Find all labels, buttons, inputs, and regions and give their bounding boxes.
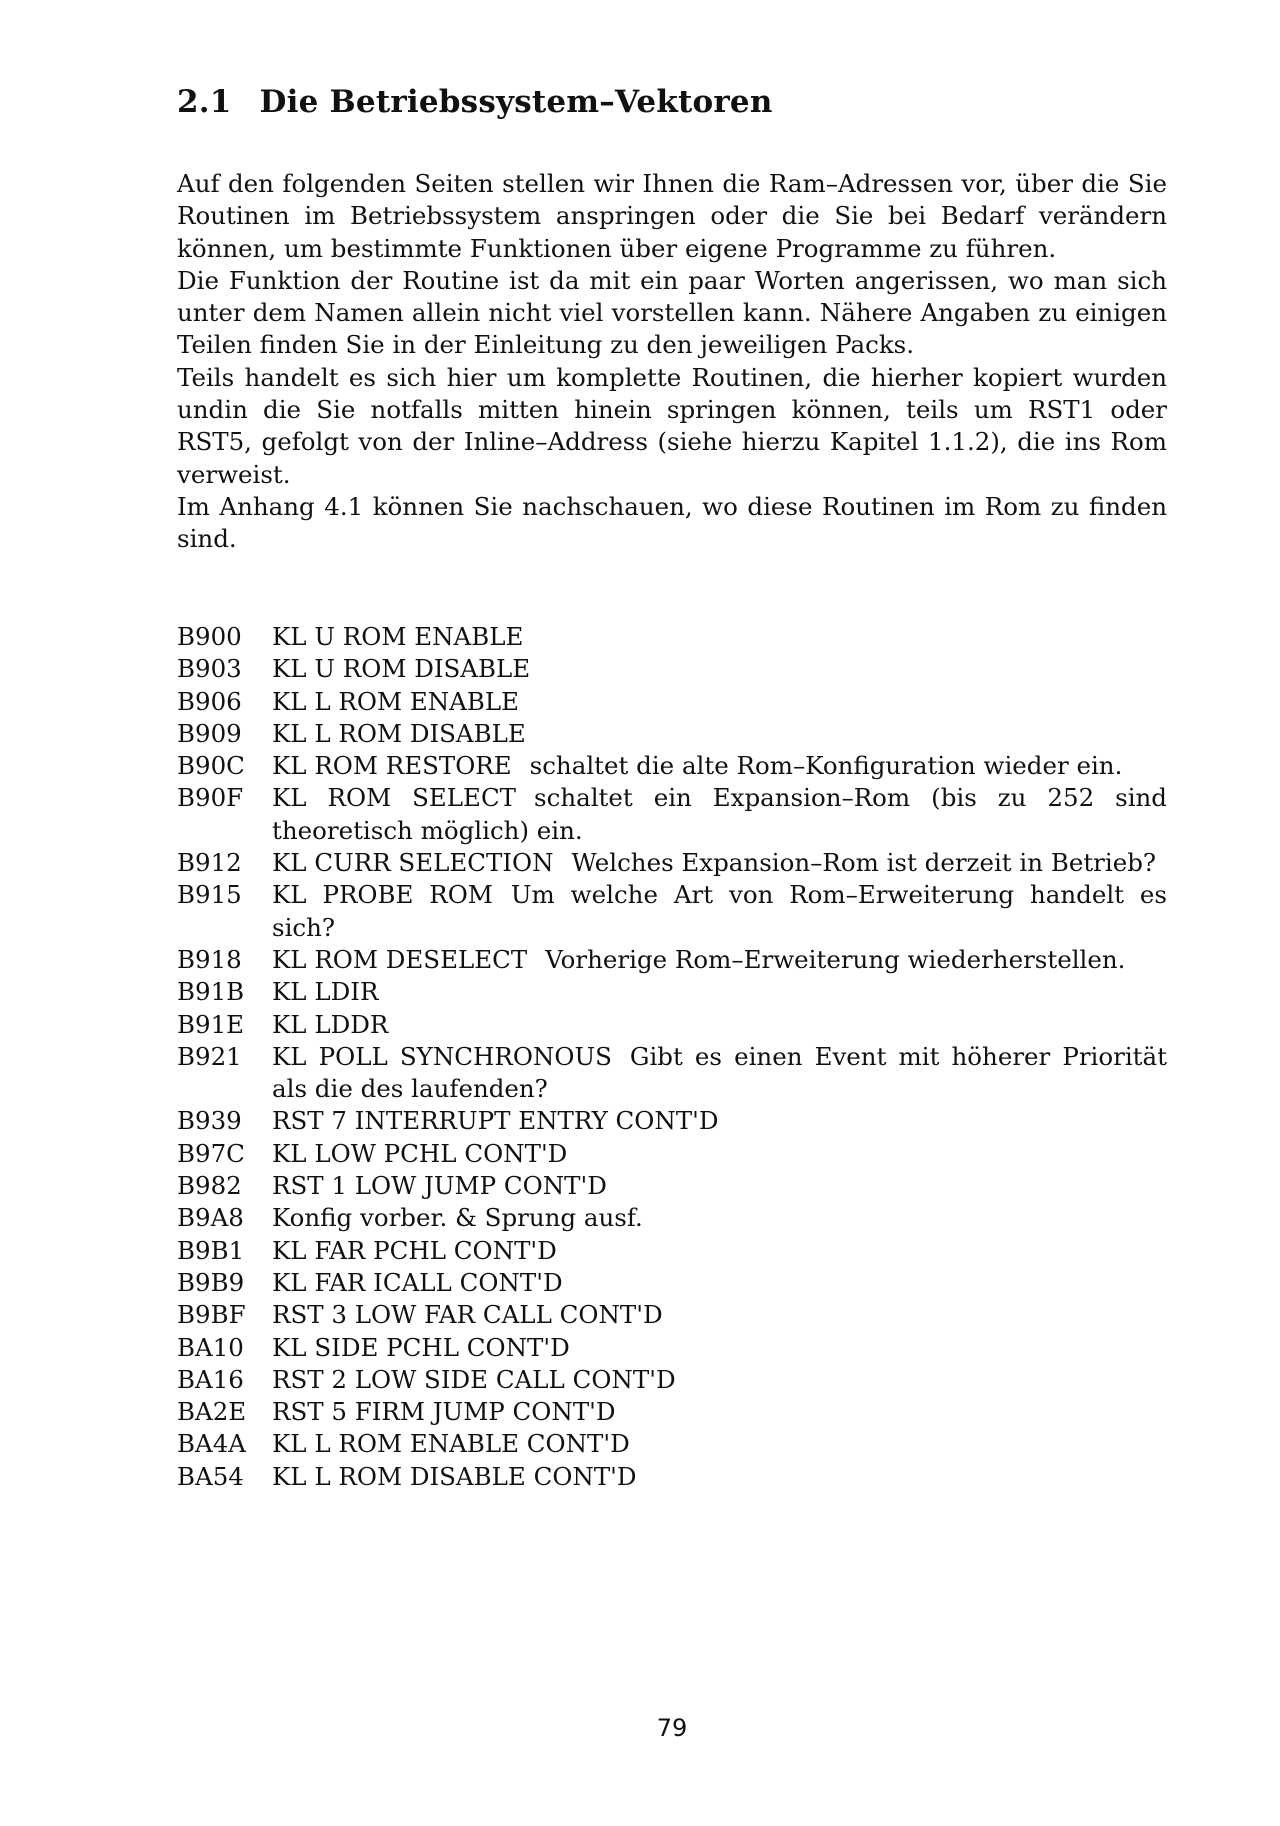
vector-description: schaltet ein Expansion–Rom (bis zu 252 sind theoretisch möglich) ein.	[272, 783, 1167, 845]
vector-address: B918	[177, 944, 242, 974]
vector-entry	[177, 1138, 1167, 1170]
vector-entry	[177, 718, 1167, 750]
vector-address: B91E	[177, 1009, 245, 1039]
intro-text	[177, 168, 1167, 556]
vector-entry	[177, 750, 1167, 782]
vector-description: schaltet die alte Rom–Konfiguration wieder ein.	[529, 751, 1123, 781]
vector-address: B909	[177, 718, 242, 748]
vector-entry	[177, 1105, 1167, 1137]
vector-entry	[177, 1170, 1167, 1202]
vector-text	[272, 1364, 1167, 1396]
vector-text	[272, 976, 1167, 1008]
vector-name: KL FAR PCHL CONT'D	[272, 1235, 557, 1265]
vector-text	[272, 686, 1167, 718]
vector-address: B97C	[177, 1138, 245, 1168]
vector-description: Um welche Art von Rom–Erweiterung handelt es sich?	[272, 880, 1167, 942]
vector-entry	[177, 944, 1167, 976]
vector-name: RST 1 LOW JUMP CONT'D	[272, 1171, 607, 1201]
vector-entry	[177, 686, 1167, 718]
vector-text	[272, 1332, 1167, 1364]
vector-address: B906	[177, 686, 242, 716]
intro-paragraph: Auf den folgenden Seiten stellen wir Ihnen die Ram–Adressen vor, über die Sie Routinen im Betriebssystem anspringen oder die Sie bei Bedarf verändern können, um bestimmte Funktionen über eigene Programme zu führen.	[177, 169, 1167, 263]
vector-name: RST 3 LOW FAR CALL CONT'D	[272, 1300, 663, 1330]
vector-address: B9BF	[177, 1300, 246, 1330]
vector-description: Welches Expansion–Rom ist derzeit in Betrieb?	[571, 848, 1157, 878]
vector-name: KL U ROM ENABLE	[272, 622, 524, 651]
vector-name: Konfig vorber. & Sprung ausf.	[272, 1203, 643, 1233]
vector-description: Vorherige Rom–Erweiterung wiederherstellen.	[545, 944, 1126, 974]
vector-name: KL U ROM DISABLE	[272, 654, 531, 684]
vector-text	[272, 1105, 1167, 1137]
vector-text	[272, 653, 1167, 685]
vector-name: KL ROM SELECT	[272, 783, 517, 813]
vector-name: KL L ROM ENABLE CONT'D	[272, 1429, 630, 1459]
vector-name: RST 2 LOW SIDE CALL CONT'D	[272, 1364, 676, 1394]
vector-entry	[177, 621, 1167, 653]
vector-text	[272, 1461, 1167, 1493]
section-number: 2.1	[177, 84, 232, 120]
section-title: Die Betriebssystem–Vektoren	[259, 84, 773, 120]
vector-name: KL FAR ICALL CONT'D	[272, 1267, 563, 1297]
vector-name: KL CURR SELECTION	[272, 848, 554, 878]
vector-address: B90C	[177, 751, 245, 781]
vector-text	[272, 621, 1167, 653]
vector-text	[272, 1138, 1167, 1170]
vector-name: KL L ROM ENABLE	[272, 686, 519, 716]
vector-address: B921	[177, 1041, 242, 1071]
vector-entry	[177, 879, 1167, 944]
vector-address: B915	[177, 880, 242, 910]
vector-name: KL ROM RESTORE	[272, 751, 512, 781]
vector-address: B939	[177, 1106, 242, 1136]
vector-text	[272, 847, 1167, 879]
vector-address: B9B1	[177, 1235, 245, 1265]
vector-address: B9A8	[177, 1203, 244, 1233]
vector-name: KL LOW PCHL CONT'D	[272, 1138, 568, 1168]
vector-text	[272, 944, 1167, 976]
vector-entry	[177, 1461, 1167, 1493]
vector-name: KL LDIR	[272, 977, 379, 1007]
vector-text	[272, 750, 1167, 782]
vector-text	[272, 1041, 1167, 1106]
vector-list	[177, 621, 1167, 1493]
vector-address: B91B	[177, 977, 245, 1007]
vector-address: B912	[177, 848, 242, 878]
vector-entry	[177, 1299, 1167, 1331]
vector-entry	[177, 1009, 1167, 1041]
vector-entry	[177, 1364, 1167, 1396]
vector-entry	[177, 1332, 1167, 1364]
vector-text	[272, 879, 1167, 944]
vector-entry	[177, 782, 1167, 847]
vector-address: B90F	[177, 783, 244, 813]
vector-entry	[177, 1202, 1167, 1234]
vector-entry	[177, 1235, 1167, 1267]
vector-name: KL ROM DESELECT	[272, 944, 528, 974]
vector-text	[272, 1299, 1167, 1331]
vector-name: KL L ROM DISABLE CONT'D	[272, 1461, 637, 1491]
vector-text	[272, 1235, 1167, 1267]
vector-entry	[177, 1041, 1167, 1106]
vector-text	[272, 1170, 1167, 1202]
vector-address: BA2E	[177, 1397, 247, 1427]
intro-paragraph: Die Funktion der Routine ist da mit ein paar Worten angerissen, wo man sich unter dem Namen allein nicht viel vorstellen kann. Nähere Angaben zu einigen Teilen finden Sie in der Einleitung zu den jeweiligen Packs.	[177, 265, 1167, 360]
vector-address: BA16	[177, 1364, 244, 1394]
vector-address: B982	[177, 1171, 242, 1201]
vector-entry	[177, 1428, 1167, 1460]
vector-text	[272, 1428, 1167, 1460]
vector-address: B903	[177, 654, 242, 684]
vector-text	[272, 1396, 1167, 1428]
vector-entry	[177, 1396, 1167, 1428]
vector-address: B900	[177, 622, 242, 651]
intro-paragraph: Im Anhang 4.1 können Sie nachschauen, wo diese Routinen im Rom zu finden sind.	[177, 491, 1167, 554]
vector-entry	[177, 847, 1167, 879]
vector-name: RST 5 FIRM JUMP CONT'D	[272, 1397, 616, 1427]
section-heading	[177, 84, 773, 120]
vector-text	[272, 1267, 1167, 1299]
vector-entry	[177, 1267, 1167, 1299]
vector-entry	[177, 653, 1167, 685]
vector-description: Gibt es einen Event mit höherer Priorität als die des laufenden?	[272, 1041, 1167, 1104]
vector-text	[272, 1009, 1167, 1041]
vector-name: KL PROBE ROM	[272, 880, 493, 910]
vector-text	[272, 1202, 1167, 1234]
vector-name: KL LDDR	[272, 1009, 389, 1039]
vector-name: RST 7 INTERRUPT ENTRY CONT'D	[272, 1106, 719, 1136]
vector-address: BA4A	[177, 1429, 246, 1459]
vector-address: BA54	[177, 1461, 244, 1491]
vector-address: BA10	[177, 1332, 244, 1362]
page-number: 79	[656, 1714, 688, 1742]
vector-name: KL SIDE PCHL CONT'D	[272, 1332, 570, 1362]
vector-entry	[177, 976, 1167, 1008]
intro-paragraph: Teils handelt es sich hier um komplette Routinen, die hierher kopiert wurden undin die Sie notfalls mitten hinein springen können, teils um RST1 oder RST5, gefolgt von der Inline–Address (siehe hierzu Kapitel 1.1.2), die ins Rom verweist.	[177, 362, 1167, 489]
vector-text	[272, 718, 1167, 750]
vector-name: KL L ROM DISABLE	[272, 718, 526, 748]
vector-text	[272, 782, 1167, 847]
vector-address: B9B9	[177, 1267, 245, 1297]
vector-name: KL POLL SYNCHRONOUS	[272, 1041, 612, 1071]
